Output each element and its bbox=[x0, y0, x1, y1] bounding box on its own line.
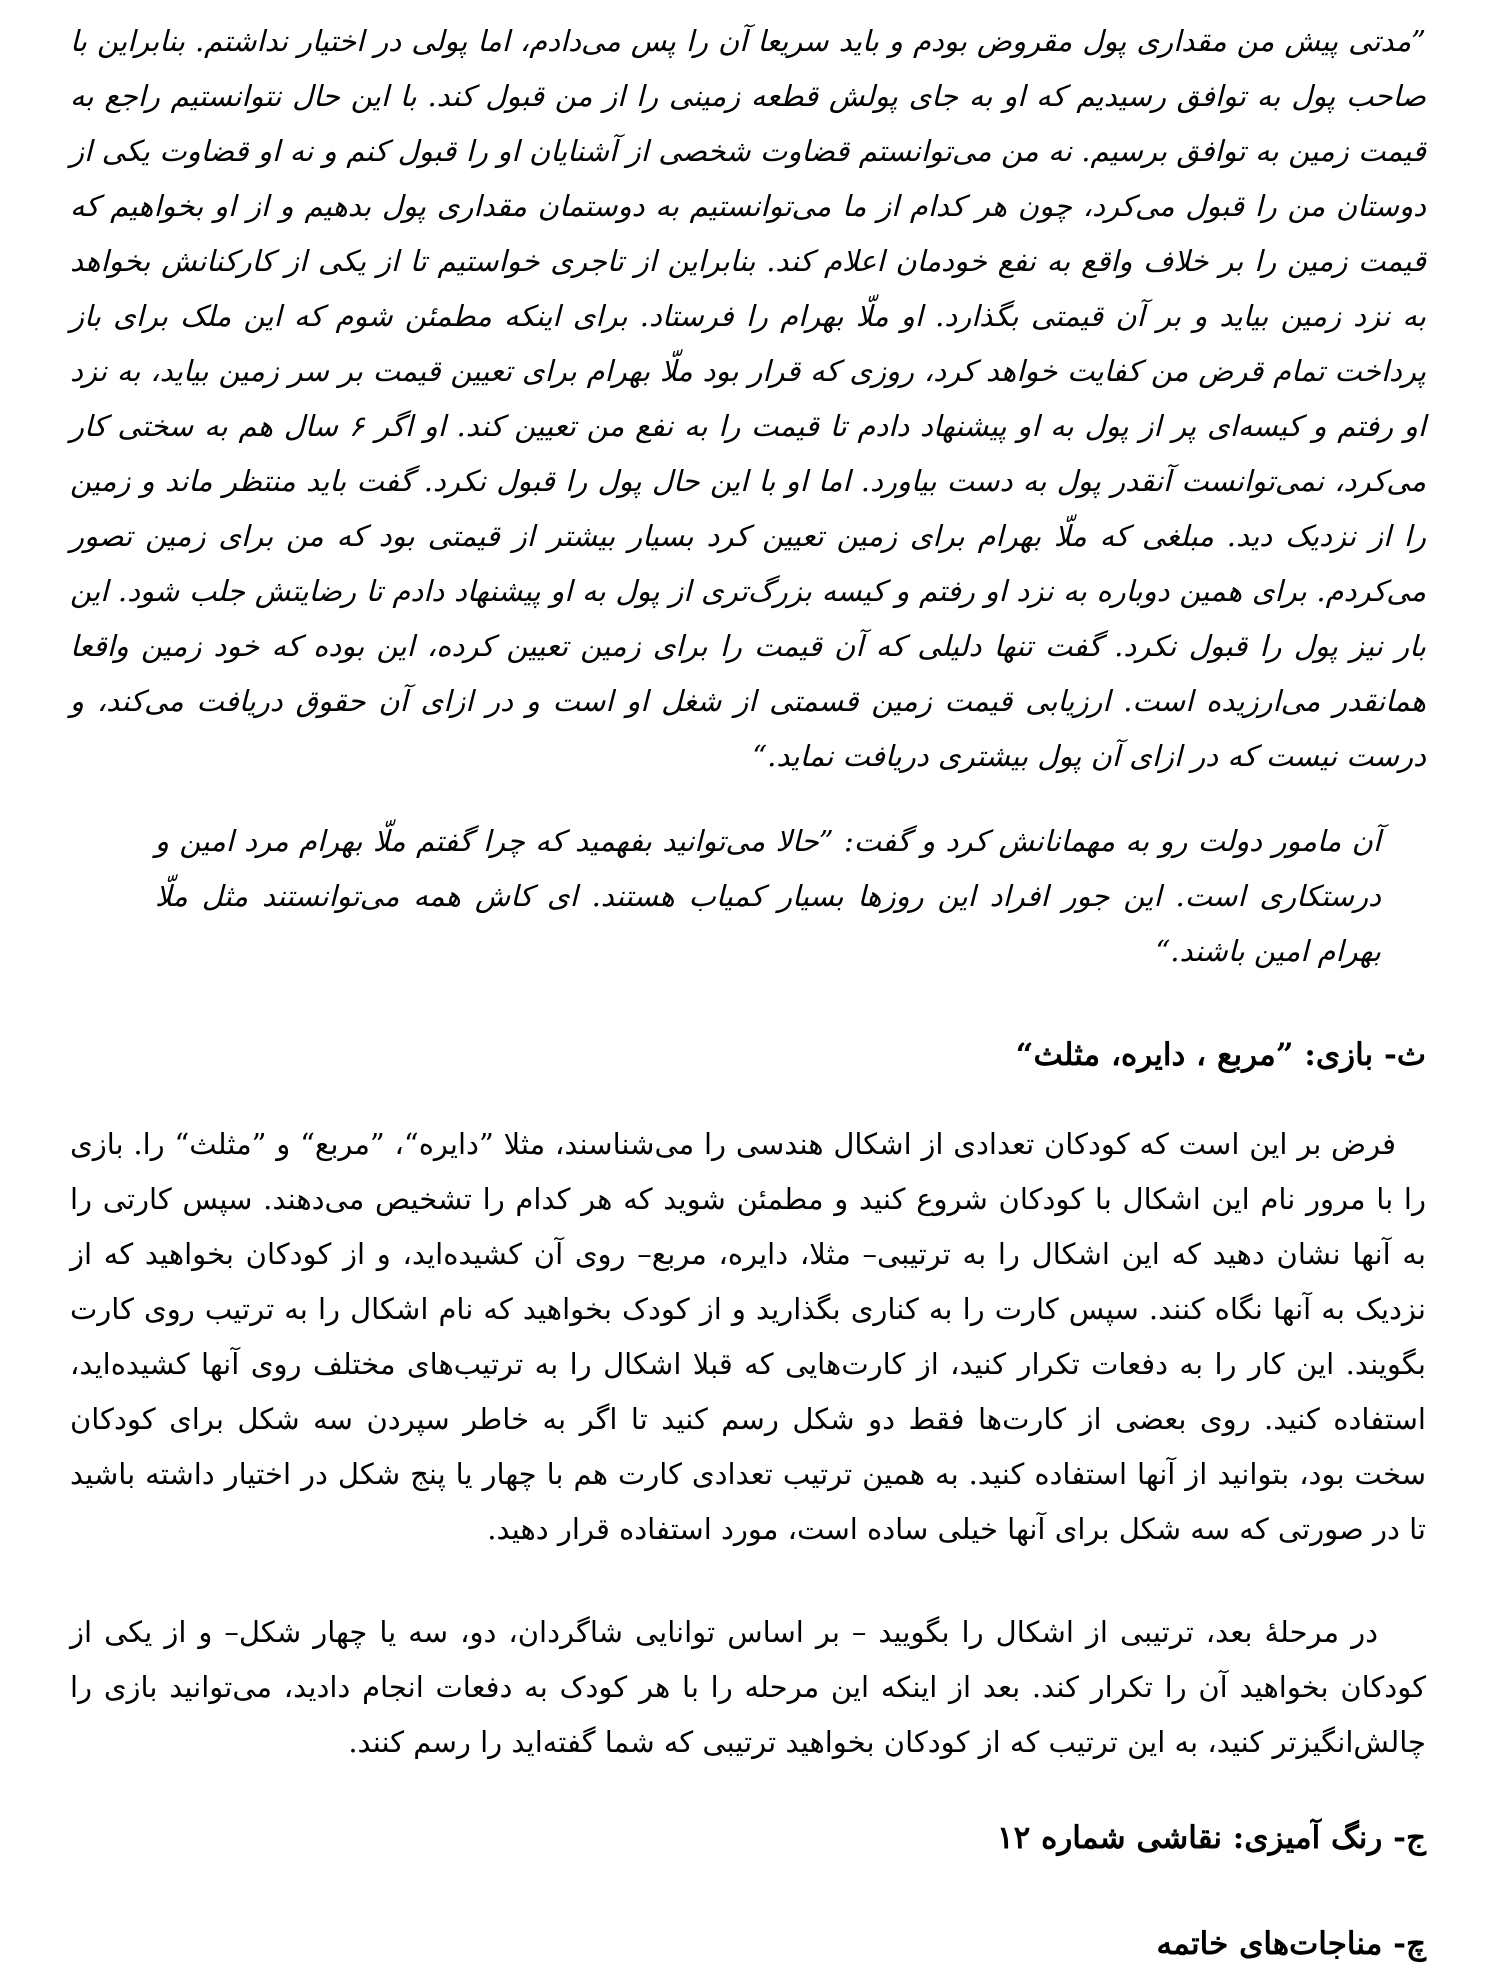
game-instructions-paragraph-1: فرض بر این است که کودکان تعدادی از اشکال هندسی را می‌شناسند، مثلا ”دایره“، ”مربع“ و ”مثلث“ را. بازی را با مرور نام این اشکال با کودکان شروع کنید و مطمئن شوید که هر کدام را تشخیص می‌دهند. سپس کارتی را به آنها نشان دهید که این اشکال را به ترتیبی– مثلا، دایره، مربع– روی آن کشیده‌اید، و از کودکان بخواهید که از نزدیک به آنها نگاه کنند. سپس کارت را به کناری بگذارید و از کودک بخواهید که نام اشکال را به ترتیب روی کارت بگویند. این کار را به دفعات تکرار کنید، از کارت‌هایی که قبلا اشکال را به ترتیب‌های مختلف روی آنها کشیده‌اید، استفاده کنید. روی بعضی از کارت‌ها فقط دو شکل رسم کنید تا اگر به خاطر سپردن سه شکل برای کودکان سخت بود، بتوانید از آنها استفاده کنید. به همین ترتیب تعدادی کارت هم با چهار یا پنج شکل در اختیار داشته باشید تا در صورتی که سه شکل برای آنها خیلی ساده است، مورد استفاده قرار دهید. bbox=[70, 1127, 1426, 1546]
heading-game-section: ث- بازی: ”مربع ، دایره، مثلث“ bbox=[1015, 1037, 1426, 1073]
heading-closing-prayers-section: چ- مناجات‌های خاتمه bbox=[1156, 1926, 1426, 1962]
story-quote-paragraph: ”مدتی پیش من مقداری پول مقروض بودم و باید سریعا آن را پس می‌دادم، اما پولی در اختیار نداشتم. بنابراین با صاحب پول به توافق رسیدیم که او به جای پولش قطعه زمینی را از من قبول کند. با این حال نتوانستیم راجع به قیمت زمین به توافق برسیم. نه من می‌توانستم قضاوت شخصی از آشنایان او را قبول کنم و نه او قضاوت یکی از دوستان من را قبول می‌کرد، چون هر کدام از ما می‌توانستیم به دوستمان مقداری پول بدهیم و از او بخواهیم که قیمت زمین را بر خلاف واقع به نفع خودمان اعلام کند. بنابراین از تاجری خواستیم تا از یکی از کارکنانش بخواهد به نزد زمین بیاید و بر آن قیمتی بگذارد. او ملّا بهرام را فرستاد. برای اینکه مطمئن شوم که این ملک برای باز پرداخت تمام قرض من کفایت خواهد کرد، روزی که قرار بود ملّا بهرام برای تعیین قیمت بر سر زمین بیاید، به نزد او رفتم و کیسه‌ای پر از پول به او پیشنهاد دادم تا قیمت را به نفع من تعیین کند. او اگر ۶ سال هم به سختی کار می‌کرد، نمی‌توانست آنقدر پول به دست بیاورد. اما او با این حال پول را قبول نکرد. گفت باید منتظر ماند و زمین را از نزدیک دید. مبلغی که ملّا بهرام برای زمین تعیین کرد بسیار بیشتر از قیمتی بود که من برای زمین تصور می‌کردم. برای همین دوباره به نزد او رفتم و کیسه بزرگ‌تری از پول به او پیشنهاد دادم تا رضایتش جلب شود. این بار نیز پول را قبول نکرد. گفت تنها دلیلی که آن قیمت را برای زمین تعیین کرده، این بوده که خود زمین واقعا همانقدر می‌ارزیده است. ارزیابی قیمت زمین قسمتی از شغل او است و در ازای آن حقوق دریافت می‌کند، و درست نیست که در ازای آن پول بیشتری دریافت نماید.“ bbox=[70, 24, 1426, 773]
game-instructions-paragraph-2: در مرحلهٔ بعد، ترتیبی از اشکال را بگویید – بر اساس توانایی شاگردان، دو، سه یا چهار شکل– و از یکی از کودکان بخواهید آن را تکرار کند. بعد از اینکه این مرحله را با هر کودک به دفعات انجام دادید، می‌توانید بازی را چالش‌انگیزتر کنید، به این ترتیب که از کودکان بخواهید ترتیبی که شما گفته‌اید را رسم کنند. bbox=[70, 1615, 1426, 1759]
heading-coloring-section: ج- رنگ آمیزی: نقاشی شماره ۱۲ bbox=[996, 1820, 1426, 1856]
narrator-paragraph: آن مامور دولت رو به مهمانانش کرد و گفت: ”حالا می‌توانید بفهمید که چرا گفتم ملّا بهرام مرد امین و درستکاری است. این جور افراد این روزها بسیار کمیاب هستند. ای کاش همه می‌توانستند مثل ملّا بهرام امین باشند.“ bbox=[155, 824, 1381, 968]
